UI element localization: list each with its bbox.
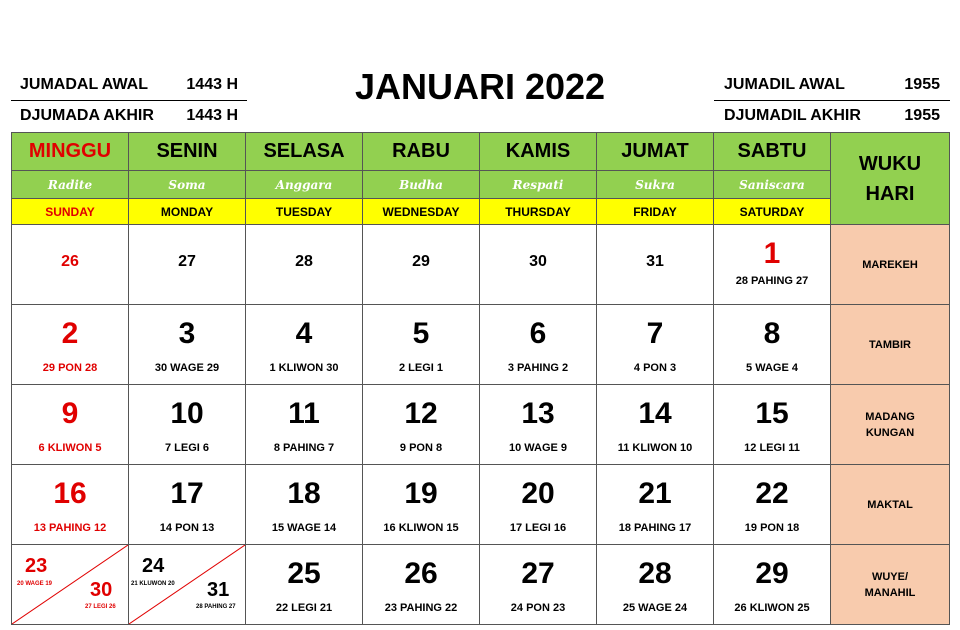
calendar-title: JANUARI 2022 [354, 66, 606, 107]
pasaran-text: 27 LEGI 26 [85, 604, 116, 610]
day-cell [480, 305, 597, 385]
week-row [12, 305, 950, 385]
date-number: 26 [61, 253, 79, 270]
day-cell [480, 385, 597, 465]
split-day-cell [129, 545, 246, 625]
day-cell [597, 385, 714, 465]
wuku-header-line: HARI [865, 182, 915, 205]
date-number: 15 [755, 397, 789, 430]
right-info-year: 1955 [904, 107, 940, 124]
javanese-day-name: Budha [363, 171, 480, 199]
date-number: 16 [53, 477, 87, 510]
day-cell [246, 545, 363, 625]
day-cell [363, 305, 480, 385]
date-number: 27 [521, 557, 555, 590]
pasaran-text: 13 PAHING 12 [33, 522, 107, 534]
day-cell [363, 225, 480, 305]
date-number: 23 [25, 555, 48, 577]
day-cell [597, 545, 714, 625]
date-number: 28 [295, 253, 313, 270]
javanese-day-name: Sukra [597, 171, 714, 199]
date-number: 31 [207, 579, 230, 601]
day-name: JUMAT [597, 133, 714, 171]
pasaran-text: 19 PON 18 [744, 522, 800, 534]
pasaran-text: 12 LEGI 11 [744, 442, 800, 454]
date-number: 11 [288, 397, 320, 430]
javanese-day-name: Soma [129, 171, 246, 199]
day-name: MINGGU [12, 133, 129, 171]
day-cell [714, 305, 831, 385]
day-name: KAMIS [480, 133, 597, 171]
day-cell [246, 385, 363, 465]
pasaran-text: 25 WAGE 24 [622, 602, 688, 614]
date-number: 18 [287, 477, 321, 510]
date-number: 7 [646, 317, 664, 350]
pasaran-text: 29 PON 28 [42, 362, 98, 374]
day-cell [714, 225, 831, 305]
english-day-name: TUESDAY [246, 199, 363, 225]
right-info-label: DJUMADIL AKHIR [724, 107, 861, 124]
date-number: 29 [412, 253, 430, 270]
date-number: 8 [763, 317, 781, 350]
pasaran-text: 17 LEGI 16 [509, 522, 567, 534]
day-cell [12, 305, 129, 385]
pasaran-text: 15 WAGE 14 [271, 522, 337, 534]
day-cell [363, 545, 480, 625]
english-day-name: SATURDAY [714, 199, 831, 225]
date-number: 30 [90, 579, 113, 601]
wuku-name: WUYE/ [871, 570, 909, 583]
day-name-row [12, 133, 950, 171]
day-name: RABU [363, 133, 480, 171]
calendar-grid [11, 132, 950, 625]
date-number: 12 [404, 397, 438, 430]
date-number: 31 [646, 253, 664, 270]
wuku-header [831, 133, 950, 225]
pasaran-text: 23 PAHING 22 [384, 602, 458, 614]
pasaran-text: 7 LEGI 6 [164, 442, 210, 454]
day-name: SABTU [714, 133, 831, 171]
date-number: 1 [763, 237, 781, 270]
pasaran-text: 20 WAGE 19 [17, 581, 53, 587]
pasaran-text: 21 KLUWON 20 [131, 581, 175, 587]
pasaran-text: 16 KLIWON 15 [383, 522, 459, 534]
date-number: 6 [529, 317, 547, 350]
pasaran-text: 6 KLIWON 5 [38, 442, 102, 454]
pasaran-text: 11 KLIWON 10 [617, 442, 693, 454]
day-cell [129, 305, 246, 385]
week-row [12, 385, 950, 465]
date-number: 14 [638, 397, 672, 430]
day-cell [597, 225, 714, 305]
day-cell [714, 465, 831, 545]
day-cell [129, 465, 246, 545]
javanese-day-name: Anggara [246, 171, 363, 199]
date-number: 5 [412, 317, 430, 350]
wuku-name: MADANG [865, 410, 915, 423]
left-info-row-1 [20, 74, 238, 96]
wuku-name: KUNGAN [865, 426, 915, 439]
right-info-row-1 [724, 74, 940, 96]
javanese-day-name: Saniscara [714, 171, 831, 199]
date-number: 27 [178, 253, 196, 270]
pasaran-text: 4 PON 3 [633, 362, 677, 374]
date-number: 29 [755, 557, 789, 590]
wuku-header-line: WUKU [858, 152, 922, 175]
day-cell [129, 225, 246, 305]
pasaran-text: 1 KLIWON 30 [269, 362, 339, 374]
date-number: 17 [170, 477, 204, 510]
pasaran-text: 28 PAHING 27 [196, 604, 236, 610]
day-cell [480, 545, 597, 625]
day-name: SELASA [246, 133, 363, 171]
wuku-cell [831, 545, 950, 625]
wuku-name: MAKTAL [867, 498, 913, 511]
pasaran-text: 14 PON 13 [159, 522, 215, 534]
divider [11, 100, 247, 101]
wuku-cell [831, 465, 950, 545]
right-info-year: 1955 [904, 76, 940, 93]
left-info-label: DJUMADA AKHIR [20, 107, 154, 124]
pasaran-text: 22 LEGI 21 [275, 602, 333, 614]
wuku-name: TAMBIR [869, 338, 911, 351]
english-day-name: SUNDAY [12, 199, 129, 225]
date-number: 21 [638, 477, 672, 510]
pasaran-text: 30 WAGE 29 [154, 362, 220, 374]
pasaran-text: 18 PAHING 17 [618, 522, 692, 534]
right-info-label: JUMADIL AWAL [724, 76, 845, 93]
divider [714, 100, 950, 101]
english-day-name: MONDAY [129, 199, 246, 225]
english-day-name: WEDNESDAY [363, 199, 480, 225]
pasaran-text: 5 WAGE 4 [746, 362, 798, 374]
day-cell [129, 385, 246, 465]
date-number: 20 [521, 477, 555, 510]
left-info-row-2 [20, 105, 238, 127]
date-number: 28 [638, 557, 672, 590]
date-number: 4 [295, 317, 313, 350]
javanese-day-name: Respati [480, 171, 597, 199]
pasaran-text: 2 LEGI 1 [398, 362, 444, 374]
date-number: 24 [142, 555, 165, 577]
pasaran-text: 3 PAHING 2 [507, 362, 569, 374]
day-cell [597, 465, 714, 545]
english-day-name: FRIDAY [597, 199, 714, 225]
day-cell [597, 305, 714, 385]
day-cell [714, 385, 831, 465]
day-cell [246, 305, 363, 385]
day-cell [363, 385, 480, 465]
date-number: 10 [170, 397, 204, 430]
pasaran-text: 10 WAGE 9 [508, 442, 568, 454]
date-number: 22 [755, 477, 789, 510]
right-info-row-2 [724, 105, 940, 127]
week-row [12, 465, 950, 545]
day-cell [12, 385, 129, 465]
day-cell [12, 225, 129, 305]
split-day-cell [12, 545, 129, 625]
day-name: SENIN [129, 133, 246, 171]
day-cell [480, 225, 597, 305]
english-day-row [12, 199, 950, 225]
week-row [12, 545, 950, 625]
day-cell [480, 465, 597, 545]
javanese-day-name: Radite [12, 171, 129, 199]
day-cell [363, 465, 480, 545]
pasaran-text: 9 PON 8 [399, 442, 443, 454]
english-day-name: THURSDAY [480, 199, 597, 225]
date-number: 13 [521, 397, 555, 430]
wuku-name: MANAHIL [864, 586, 916, 599]
day-cell [12, 465, 129, 545]
date-number: 26 [404, 557, 438, 590]
day-cell [714, 545, 831, 625]
pasaran-text: 8 PAHING 7 [273, 442, 335, 454]
wuku-cell [831, 225, 950, 305]
pasaran-text: 28 PAHING 27 [735, 275, 809, 287]
wuku-cell [831, 305, 950, 385]
wuku-cell [831, 385, 950, 465]
date-number: 25 [287, 557, 321, 590]
left-info-label: JUMADAL AWAL [20, 76, 148, 93]
day-cell [246, 225, 363, 305]
date-number: 30 [529, 253, 547, 270]
date-number: 19 [404, 477, 438, 510]
pasaran-text: 26 KLIWON 25 [734, 602, 810, 614]
day-cell [246, 465, 363, 545]
week-row [12, 225, 950, 305]
date-number: 9 [61, 397, 79, 430]
left-info-year: 1443 H [186, 76, 238, 93]
left-info-year: 1443 H [186, 107, 238, 124]
date-number: 3 [178, 317, 196, 350]
pasaran-text: 24 PON 23 [510, 602, 566, 614]
wuku-name: MAREKEH [862, 258, 918, 271]
javanese-day-row [12, 171, 950, 199]
date-number: 2 [61, 317, 79, 350]
